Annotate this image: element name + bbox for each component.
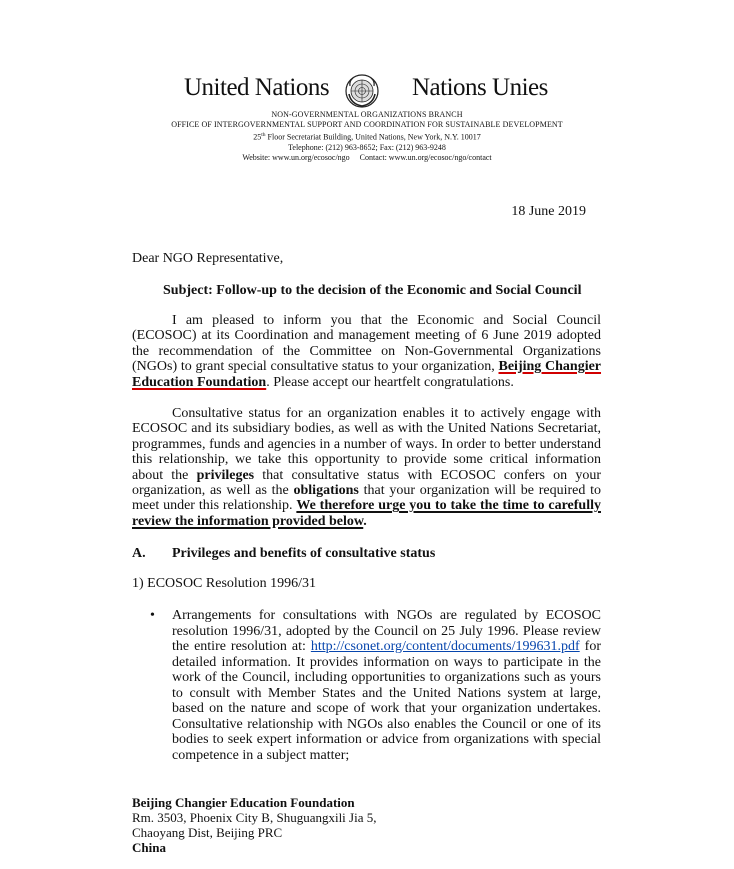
un-name-english: United Nations [184, 74, 330, 101]
paragraph-consultative-status: Consultative status for an organization enables it to actively engage with ECOSOC and its subsidiary bodies, as well as with the United Nations Secretariat, programmes, funds and agencies in a number of ways. In order to better understand this relationship, we take this opportunity to provide some critical information about the privileges that consultative status with ECOSOC confers on your organization, as well as the obligations that your organization will be required to meet under this relationship. We therefore urge you to take the time to carefully review the information provided below. [132, 406, 601, 529]
organization-name: Beijing Changier Education Foundation [132, 359, 602, 390]
bullet-text: Arrangements for consultations with NGOs are regulated by ECOSOC resolution 1996/31, adopted by the Council on 25 July 1996. Please review the entire resolution at: http://csonet.org/content/documents/199631.pdf for detailed information. It provides information on ways to participate in the work of the Council, including opportunities to organizations such as yours to consult with Member States and the United Nations system at large, based on the nature and scope of work that your organization undertakes. Consultative relationship with NGOs also enables the Council or one of its bodies to seek expert information or advice from organizations with special competence in a subject matter; [172, 608, 601, 763]
obligations-term: obligations [293, 483, 359, 499]
bullet-icon: • [150, 608, 155, 623]
office-website: Website: www.un.org/ecosoc/ngo Contact: www.un.org/ecosoc/ngo/contact [242, 153, 492, 163]
subject-line: Subject: Follow-up to the decision of the Economic and Social Council [163, 283, 582, 298]
review-urge: We therefore urge you to take the time to carefully review the information provided below [132, 498, 601, 529]
paragraph-congratulations: I am pleased to inform you that the Economic and Social Council (ECOSOC) at its Coordination and management meeting of 6 June 2019 adopted the recommendation of the Committee on Non-Governmental Organizations (NGOs) to grant special consultative status to your organization, Beijing Changier Education Foundation. Please accept our heartfelt congratulations. [132, 313, 602, 390]
resolution-link[interactable]: http://csonet.org/content/documents/199631.pdf [310, 639, 580, 654]
privileges-term: privileges [196, 467, 255, 483]
office-address: 25th Floor Secretariat Building, United Nations, New York, N.Y. 10017 [253, 132, 481, 143]
recipient-address [132, 795, 377, 855]
un-emblem-icon [345, 74, 379, 108]
office-name: OFFICE OF INTERGOVERNMENTAL SUPPORT AND COORDINATION FOR SUSTAINABLE DEVELOPMENT [171, 120, 563, 130]
letterhead-details [0, 110, 734, 164]
section-a-heading: A. Privileges and benefits of consultative status [132, 546, 436, 561]
letter-date: 18 June 2019 [511, 204, 586, 219]
salutation: Dear NGO Representative, [132, 251, 284, 266]
address-line-1: Rm. 3503, Phoenix City B, Shuguangxili Jia 5, [132, 810, 377, 825]
address-country: China [132, 840, 166, 855]
address-line-2: Chaoyang Dist, Beijing PRC [132, 825, 283, 840]
recipient-org: Beijing Changier Education Foundation [132, 795, 355, 810]
resolution-heading: 1) ECOSOC Resolution 1996/31 [132, 576, 316, 591]
branch-name: NON-GOVERNMENTAL ORGANIZATIONS BRANCH [271, 110, 463, 119]
office-telephone: Telephone: (212) 963-8652; Fax: (212) 963-9248 [288, 143, 446, 153]
letterhead-title [0, 74, 734, 108]
un-name-french: Nations Unies [412, 74, 548, 101]
